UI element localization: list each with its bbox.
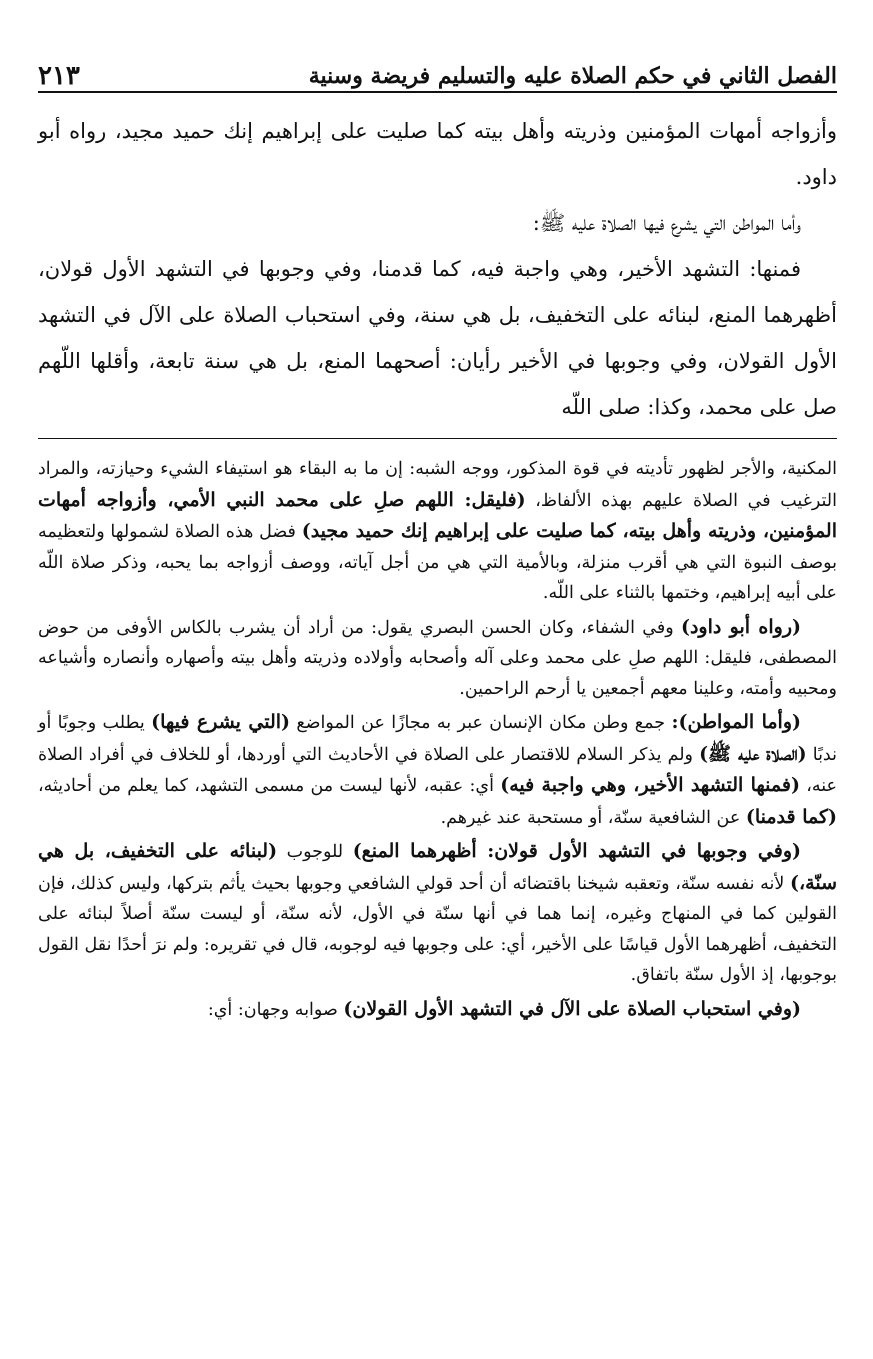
main-text xyxy=(38,108,837,430)
commentary-paragraph-4 xyxy=(38,836,837,991)
commentary-text: أي: عقبه، لأنها ليست من مسمى التشهد، كما يعلم من أحاديثه، xyxy=(38,776,501,796)
main-paragraph-2: وأما المواطن التي يشرع فيها الصلاة عليه ﷺ: xyxy=(532,211,801,235)
footnote-separator xyxy=(38,438,837,439)
page-number: ٢١٣ xyxy=(38,61,80,91)
quoted-matn: (وفي استحباب الصلاة على الآل في التشهد الأول القولان) xyxy=(343,997,801,1020)
commentary xyxy=(38,454,837,1028)
quoted-matn: (وأما المواطن): xyxy=(671,711,801,733)
quoted-matn: (الصلاة عليه ﷺ) xyxy=(699,742,807,765)
commentary-paragraph-2 xyxy=(38,612,837,705)
header-rule xyxy=(38,91,837,93)
quoted-matn: (لبنائه على التخفيف، بل هي سنّة،) xyxy=(38,840,837,894)
main-paragraph-3: فمنها: التشهد الأخير، وهي واجبة فيه، كما قدمنا، وفي وجوبها في التشهد الأول قولان، أظهرهما المنع، لبنائه على التخفيف، بل هي سنة، وفي استحباب الصلاة على الآل في التشهد الأول القولان، وفي وجوبها في الأخير رأيان: أصحهما المنع، بل هي سنة تابعة، وأقلها اللّهم صل على محمد، وكذا: صلى اللّه xyxy=(38,257,837,419)
commentary-text: صوابه وجهان: أي: xyxy=(207,999,344,1020)
commentary-text: عن الشافعية سنّة، أو مستحبة عند غيرهم. xyxy=(440,807,746,828)
commentary-paragraph-5 xyxy=(38,994,837,1026)
quoted-matn: (كما قدمنا) xyxy=(745,805,837,828)
commentary-paragraph-3 xyxy=(38,707,837,833)
quoted-matn: (فليقل: اللهم صلِ على محمد النبي الأمي، وأزواجه أمهات المؤمنين، وذريته وأهل بيته، كما صليت على إبراهيم إنك حميد مجيد) xyxy=(38,488,837,542)
running-title: الفصل الثاني في حكم الصلاة عليه والتسليم فريضة وسنية xyxy=(308,63,837,89)
commentary-paragraph-1 xyxy=(38,454,837,609)
page-header xyxy=(38,44,837,90)
quoted-matn: (رواه أبو داود) xyxy=(680,615,801,638)
commentary-text: جمع وطن مكان الإنسان عبر به مجازًا عن المواضع xyxy=(290,713,672,733)
quoted-matn: (التي يشرع فيها) xyxy=(151,711,290,733)
commentary-text: يطلب وجوبًا أو ندبًا xyxy=(38,713,837,765)
quoted-matn: (فمنها التشهد الأخير، وهي واجبة فيه) xyxy=(500,774,800,796)
commentary-text: للوجوب xyxy=(277,842,353,862)
commentary-text: فضل هذه الصلاة لشمولها ولتعظيمه بوصف النبوة التي هي أقرب منزلة، وبالأمية التي هي من أجل آياته، ووصف أزواجه بما يحبه، وذكر صلاة اللّه على أبيه إبراهيم، وختمها بالثناء على اللّه. xyxy=(38,522,837,603)
quoted-matn: (وفي وجوبها في التشهد الأول قولان: أظهرهما المنع) xyxy=(352,840,802,862)
main-paragraph-1: وأزواجه أمهات المؤمنين وذريته وأهل بيته كما صليت على إبراهيم إنك حميد مجيد، رواه أبو داود. xyxy=(38,119,837,189)
commentary-text: المكنية، والأجر لظهور تأديته في قوة المذكور، ووجه الشبه: إن ما به البقاء هو استيفاء الشيء وحيازته، والمراد الترغيب في الصلاة عليهم بهذه الألفاظ، xyxy=(38,459,837,511)
commentary-text: وفي الشفاء، وكان الحسن البصري يقول: من أراد أن يشرب بالكاس الأوفى من حوض المصطفى، فليقل: اللهم صلِ على محمد وعلى آله وأصحابه وأولاده وذريته وأهل بيته وأصهاره وأنصاره وأشياعه ومحبيه وأمته، وعلينا معهم أجمعين يا أرحم الراحمين. xyxy=(38,617,837,699)
commentary-text: لأنه نفسه سنّة، وتعقبه شيخنا باقتضائه أن أحد قولي الشافعي وجوبها بحيث يأثم بتركها، وليس كذلك، فإن القولين كما في المنهاج وغيره، إنما هما في أنها سنّة في الأول، لأنه سنّة، أو ليست سنّة أصلاً لبنائه على التخفيف، أظهرهما الأول قياسًا على الأخير، أي: على وجوبها فيه لوجوبه، قال في تقريره: ولم نرَ أحدًا نقل القول بوجوبها، إذ الأول سنّة باتفاق. xyxy=(38,873,837,985)
commentary-text: ولم يذكر السلام للاقتصار على الصلاة في الأحاديث التي أوردها، أو للخلاف في أفراد الصلاة عنه، xyxy=(38,744,838,796)
